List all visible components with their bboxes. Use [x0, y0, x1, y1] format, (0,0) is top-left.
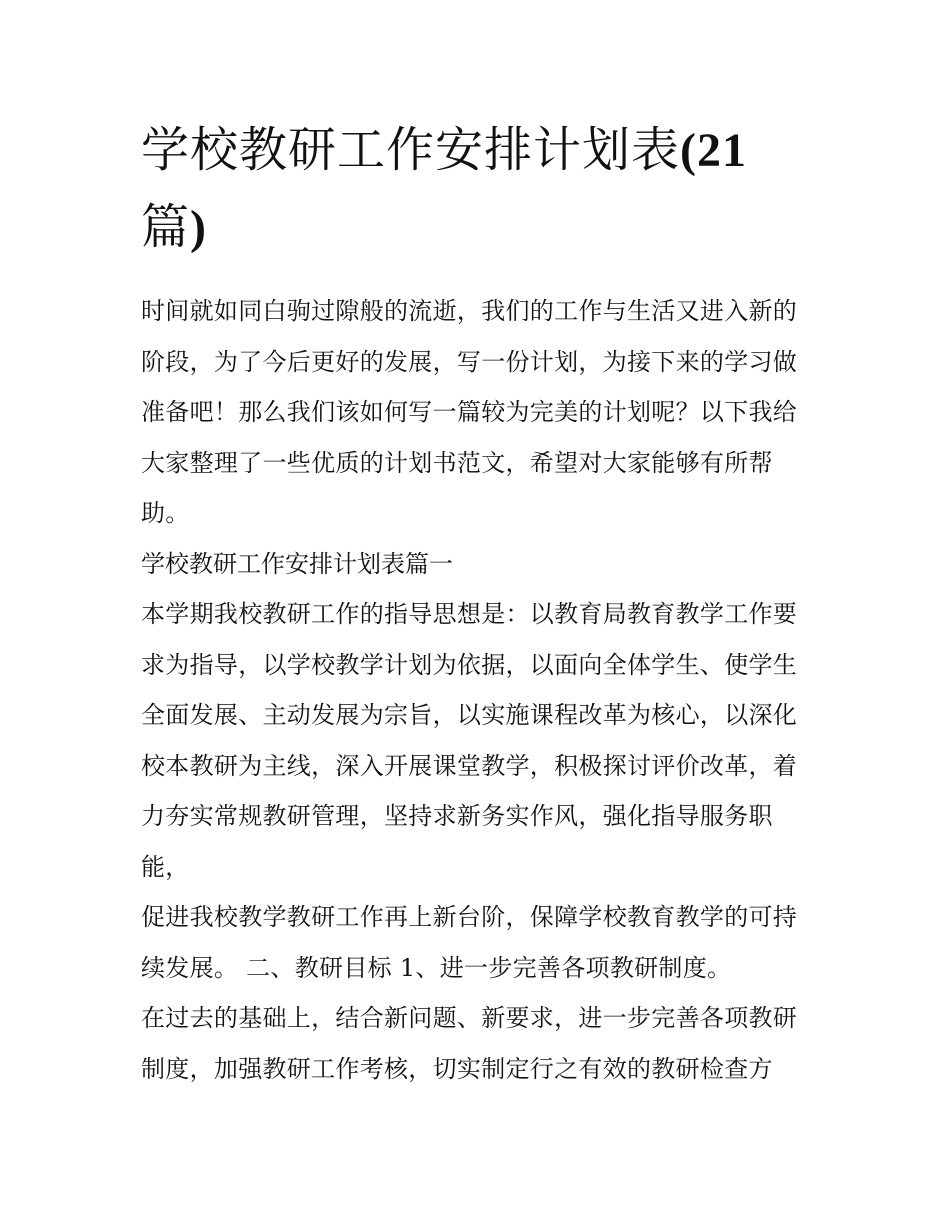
body-paragraph-3: 在过去的基础上，结合新问题、新要求，进一步完善各项教研制度，加强教研工作考核，切实制定行之有效的教研检查方	[141, 1004, 798, 1083]
intro-paragraph: 时间就如同白驹过隙般的流逝，我们的工作与生活又进入新的阶段，为了今后更好的发展，写一份计划，为接下来的学习做准备吧！那么我们该如何写一篇较为完美的计划呢？以下我给大家整理了一些优质的计划书范文，希望对大家能够有所帮助。	[141, 297, 798, 527]
body-paragraph-1: 本学期我校教研工作的指导思想是：以教育局教育教学工作要求为指导，以学校教学计划为依据，以面向全体学生、使学生全面发展、主动发展为宗旨，以实施课程改革为核心，以深化校本教研为主线，深入开展课堂教学，积极探讨评价改革，着力夯实常规教研管理，坚持求新务实作风，强化指导服务职能，	[141, 600, 798, 881]
title-text-count: (21	[680, 124, 747, 177]
title-text-main: 学校教研工作安排计划表	[141, 122, 681, 178]
title-text-unit: 篇	[141, 199, 191, 255]
document-page	[141, 112, 817, 1094]
body-paragraph-2: 促进我校教学教研工作再上新台阶，保障学校教育教学的可持续发展。 二、教研目标 1、进一步完善各项教研制度。	[141, 903, 798, 982]
title-text-close: )	[190, 201, 207, 254]
document-title	[141, 112, 817, 266]
section-heading: 学校教研工作安排计划表篇一	[141, 549, 453, 578]
